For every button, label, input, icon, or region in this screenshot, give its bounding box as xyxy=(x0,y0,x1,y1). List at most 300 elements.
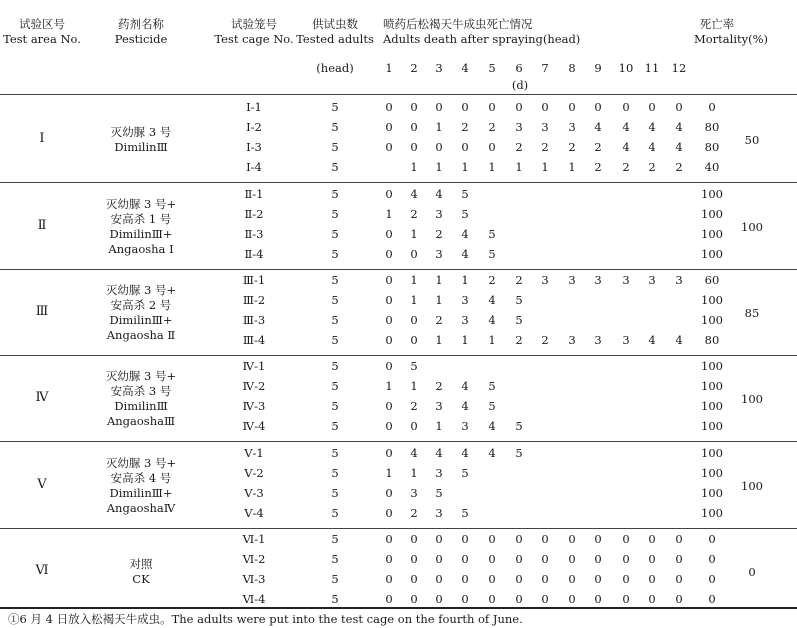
death-count: 0 xyxy=(461,532,469,546)
death-count: 2 xyxy=(648,160,656,174)
death-count: 0 xyxy=(385,247,393,261)
death-count: 0 xyxy=(622,100,630,114)
death-count: 2 xyxy=(541,333,549,347)
death-count: 3 xyxy=(648,273,656,287)
death-count: 0 xyxy=(648,592,656,606)
death-count: 5 xyxy=(488,227,496,241)
cage-number: Ⅵ-2 xyxy=(242,552,266,566)
cage-mortality: 100 xyxy=(701,486,723,500)
death-count: 0 xyxy=(410,140,418,154)
death-count: 0 xyxy=(622,592,630,606)
area-number: Ⅰ xyxy=(39,131,45,146)
cage-mortality: 100 xyxy=(701,293,723,307)
death-count: 0 xyxy=(515,532,523,546)
death-count: 4 xyxy=(622,140,630,154)
group-separator xyxy=(0,528,797,529)
header-cage-en: Test cage No. xyxy=(214,32,294,46)
death-count: 1 xyxy=(461,273,469,287)
header-area-en: Test area No. xyxy=(3,32,81,46)
tested-adults: 5 xyxy=(331,552,339,566)
death-count: 1 xyxy=(515,160,523,174)
death-count: 3 xyxy=(461,313,469,327)
death-count: 0 xyxy=(385,187,393,201)
area-number: Ⅵ xyxy=(35,563,49,578)
death-count: 2 xyxy=(435,313,443,327)
death-count: 0 xyxy=(488,140,496,154)
death-count: 2 xyxy=(435,379,443,393)
death-count: 5 xyxy=(488,379,496,393)
day-header: 11 xyxy=(644,61,660,75)
death-count: 1 xyxy=(435,160,443,174)
day-header: 12 xyxy=(671,61,687,75)
death-count: 4 xyxy=(410,187,418,201)
death-count: 4 xyxy=(461,446,469,460)
death-count: 1 xyxy=(461,160,469,174)
death-count: 0 xyxy=(410,100,418,114)
tested-adults: 5 xyxy=(331,532,339,546)
cage-mortality: 100 xyxy=(701,379,723,393)
death-count: 1 xyxy=(488,160,496,174)
cage-number: Ⅵ-1 xyxy=(242,532,266,546)
death-count: 3 xyxy=(515,120,523,134)
pesticide-name: Angaosha Ⅱ xyxy=(106,328,176,342)
death-count: 0 xyxy=(410,419,418,433)
area-number: Ⅲ xyxy=(35,304,49,319)
tested-adults: 5 xyxy=(331,399,339,413)
death-count: 3 xyxy=(622,333,630,347)
pesticide-name: DimilinⅢ+ xyxy=(109,313,173,327)
cage-number: Ⅱ-3 xyxy=(244,227,264,241)
pesticide-name: CK xyxy=(132,572,150,586)
header-death-cn: 喷药后松褐天牛成虫死亡情况 xyxy=(383,17,533,31)
day-header: 7 xyxy=(541,61,549,75)
death-count: 0 xyxy=(648,572,656,586)
cage-number: Ⅰ-1 xyxy=(246,100,262,114)
tested-adults: 5 xyxy=(331,506,339,520)
cage-mortality: 0 xyxy=(708,592,716,606)
cage-number: Ⅰ-2 xyxy=(246,120,262,134)
cage-mortality: 100 xyxy=(701,207,723,221)
death-count: 4 xyxy=(648,333,656,347)
death-count: 4 xyxy=(461,227,469,241)
pesticide-name: 灭幼脲 3 号 xyxy=(110,125,172,139)
death-count: 4 xyxy=(435,187,443,201)
pesticide-name: 灭幼脲 3 号+ xyxy=(105,456,177,470)
cage-mortality: 0 xyxy=(708,572,716,586)
header-rule xyxy=(0,94,797,95)
death-count: 0 xyxy=(410,120,418,134)
death-count: 0 xyxy=(622,572,630,586)
tested-adults: 5 xyxy=(331,313,339,327)
death-count: 4 xyxy=(488,313,496,327)
death-count: 0 xyxy=(385,552,393,566)
death-count: 2 xyxy=(515,333,523,347)
death-count: 0 xyxy=(675,572,683,586)
header-cage-cn: 试验笼号 xyxy=(231,17,277,31)
death-count: 3 xyxy=(568,333,576,347)
death-count: 1 xyxy=(488,333,496,347)
death-count: 0 xyxy=(568,572,576,586)
header-adults-cn: 供试虫数 xyxy=(312,17,358,31)
death-count: 5 xyxy=(461,466,469,480)
death-count: 1 xyxy=(410,293,418,307)
cage-number: Ⅳ-3 xyxy=(242,399,266,413)
tested-adults: 5 xyxy=(331,592,339,606)
death-count: 0 xyxy=(515,592,523,606)
cage-mortality: 100 xyxy=(701,399,723,413)
cage-mortality: 100 xyxy=(701,313,723,327)
cage-mortality: 100 xyxy=(701,187,723,201)
header-day-unit: (d) xyxy=(511,78,529,92)
death-count: 0 xyxy=(488,532,496,546)
death-count: 4 xyxy=(648,120,656,134)
death-count: 0 xyxy=(385,313,393,327)
death-count: 0 xyxy=(622,532,630,546)
day-header: 3 xyxy=(435,61,443,75)
cage-number: Ⅱ-1 xyxy=(244,187,264,201)
cage-number: Ⅴ-3 xyxy=(244,486,264,500)
death-count: 0 xyxy=(435,140,443,154)
death-count: 3 xyxy=(541,273,549,287)
death-count: 2 xyxy=(461,120,469,134)
death-count: 1 xyxy=(385,207,393,221)
death-count: 3 xyxy=(594,333,602,347)
cage-number: Ⅰ-4 xyxy=(246,160,262,174)
pesticide-name: 安高杀 3 号 xyxy=(110,384,172,398)
death-count: 2 xyxy=(515,273,523,287)
death-count: 0 xyxy=(622,552,630,566)
death-count: 4 xyxy=(675,333,683,347)
death-count: 3 xyxy=(622,273,630,287)
death-count: 4 xyxy=(488,446,496,460)
pesticide-name: AngaoshaⅣ xyxy=(106,501,176,515)
death-count: 0 xyxy=(568,552,576,566)
header-pesticide-cn: 药剂名称 xyxy=(118,17,164,31)
death-count: 0 xyxy=(541,552,549,566)
cage-number: Ⅳ-2 xyxy=(242,379,266,393)
death-count: 2 xyxy=(515,140,523,154)
death-count: 3 xyxy=(541,120,549,134)
group-mortality: 85 xyxy=(744,306,760,320)
death-count: 4 xyxy=(488,419,496,433)
death-count: 0 xyxy=(385,532,393,546)
death-count: 0 xyxy=(594,572,602,586)
day-header: 10 xyxy=(618,61,634,75)
cage-mortality: 100 xyxy=(701,506,723,520)
death-count: 0 xyxy=(410,247,418,261)
death-count: 5 xyxy=(435,486,443,500)
cage-number: Ⅴ-1 xyxy=(244,446,264,460)
death-count: 0 xyxy=(385,486,393,500)
death-count: 0 xyxy=(541,572,549,586)
day-header: 4 xyxy=(461,61,469,75)
death-count: 0 xyxy=(541,100,549,114)
tested-adults: 5 xyxy=(331,333,339,347)
death-count: 5 xyxy=(515,446,523,460)
tested-adults: 5 xyxy=(331,160,339,174)
death-count: 0 xyxy=(488,592,496,606)
cage-mortality: 40 xyxy=(704,160,720,174)
cage-mortality: 0 xyxy=(708,532,716,546)
footnote: ①6 月 4 日放入松褐天牛成虫。The adults were put into the test cage on the fourth of June. xyxy=(8,612,523,626)
death-count: 2 xyxy=(541,140,549,154)
death-count: 0 xyxy=(568,532,576,546)
death-count: 0 xyxy=(648,100,656,114)
death-count: 3 xyxy=(594,273,602,287)
header-pesticide-en: Pesticide xyxy=(114,32,168,46)
tested-adults: 5 xyxy=(331,120,339,134)
pesticide-name: DimilinⅢ+ xyxy=(109,227,173,241)
day-header: 9 xyxy=(594,61,602,75)
bottom-rule xyxy=(0,607,797,609)
pesticide-name: AngaoshaⅢ xyxy=(106,414,176,428)
death-count: 5 xyxy=(461,207,469,221)
group-mortality: 100 xyxy=(741,479,763,493)
day-header: 5 xyxy=(488,61,496,75)
death-count: 4 xyxy=(675,120,683,134)
death-count: 2 xyxy=(675,160,683,174)
death-count: 0 xyxy=(594,532,602,546)
pesticide-name: 灭幼脲 3 号+ xyxy=(105,369,177,383)
death-count: 4 xyxy=(488,293,496,307)
header-area-cn: 试验区号 xyxy=(19,17,65,31)
death-count: 1 xyxy=(435,120,443,134)
death-count: 3 xyxy=(461,419,469,433)
death-count: 3 xyxy=(435,207,443,221)
death-count: 1 xyxy=(435,419,443,433)
header-adults-en: Tested adults xyxy=(296,32,374,46)
pesticide-name: DimilinⅢ+ xyxy=(109,486,173,500)
cage-number: Ⅰ-3 xyxy=(246,140,262,154)
death-count: 5 xyxy=(515,293,523,307)
death-count: 5 xyxy=(461,506,469,520)
death-count: 0 xyxy=(385,399,393,413)
death-count: 5 xyxy=(515,313,523,327)
death-count: 3 xyxy=(435,466,443,480)
tested-adults: 5 xyxy=(331,572,339,586)
group-mortality: 100 xyxy=(741,220,763,234)
death-count: 0 xyxy=(488,552,496,566)
death-count: 0 xyxy=(435,532,443,546)
header-adults-unit: (head) xyxy=(316,61,354,75)
tested-adults: 5 xyxy=(331,247,339,261)
tested-adults: 5 xyxy=(331,446,339,460)
death-count: 0 xyxy=(461,100,469,114)
cage-number: Ⅲ-4 xyxy=(242,333,266,347)
tested-adults: 5 xyxy=(331,359,339,373)
day-header: 8 xyxy=(568,61,576,75)
death-count: 0 xyxy=(385,359,393,373)
death-count: 4 xyxy=(622,120,630,134)
death-count: 0 xyxy=(385,446,393,460)
pesticide-name: DimilinⅢ xyxy=(114,140,168,154)
cage-mortality: 0 xyxy=(708,100,716,114)
death-count: 0 xyxy=(675,532,683,546)
death-count: 0 xyxy=(461,572,469,586)
cage-mortality: 80 xyxy=(704,120,720,134)
death-count: 0 xyxy=(541,532,549,546)
death-count: 0 xyxy=(385,572,393,586)
death-count: 0 xyxy=(410,592,418,606)
death-count: 4 xyxy=(594,120,602,134)
tested-adults: 5 xyxy=(331,486,339,500)
death-count: 0 xyxy=(515,552,523,566)
death-count: 0 xyxy=(385,227,393,241)
death-count: 4 xyxy=(435,446,443,460)
death-count: 1 xyxy=(410,273,418,287)
area-number: Ⅳ xyxy=(35,390,49,405)
death-count: 0 xyxy=(488,572,496,586)
pesticide-name: 对照 xyxy=(129,557,153,571)
header-mortality-cn: 死亡率 xyxy=(699,17,735,31)
death-count: 3 xyxy=(435,247,443,261)
death-count: 0 xyxy=(675,552,683,566)
death-count: 0 xyxy=(385,333,393,347)
pesticide-name: Angaosha Ⅰ xyxy=(108,242,174,256)
death-count: 0 xyxy=(410,313,418,327)
cage-number: Ⅴ-4 xyxy=(244,506,264,520)
death-count: 0 xyxy=(568,100,576,114)
death-count: 1 xyxy=(435,293,443,307)
death-count: 0 xyxy=(515,572,523,586)
death-count: 0 xyxy=(461,140,469,154)
death-count: 0 xyxy=(675,100,683,114)
death-count: 3 xyxy=(435,399,443,413)
tested-adults: 5 xyxy=(331,379,339,393)
pesticide-name: 灭幼脲 3 号+ xyxy=(105,283,177,297)
pesticide-name: 安高杀 1 号 xyxy=(110,212,172,226)
death-count: 0 xyxy=(461,552,469,566)
death-count: 1 xyxy=(568,160,576,174)
death-count: 0 xyxy=(385,273,393,287)
cage-mortality: 100 xyxy=(701,227,723,241)
death-count: 2 xyxy=(410,399,418,413)
cage-number: Ⅳ-1 xyxy=(242,359,266,373)
death-count: 1 xyxy=(385,466,393,480)
death-count: 5 xyxy=(410,359,418,373)
death-count: 0 xyxy=(488,100,496,114)
death-count: 1 xyxy=(410,379,418,393)
death-count: 2 xyxy=(594,140,602,154)
tested-adults: 5 xyxy=(331,293,339,307)
tested-adults: 5 xyxy=(331,419,339,433)
death-count: 1 xyxy=(435,273,443,287)
cage-number: Ⅲ-1 xyxy=(242,273,266,287)
death-count: 5 xyxy=(488,247,496,261)
death-count: 0 xyxy=(594,592,602,606)
death-count: 3 xyxy=(568,273,576,287)
death-count: 0 xyxy=(541,592,549,606)
death-count: 2 xyxy=(410,207,418,221)
group-separator xyxy=(0,182,797,183)
death-count: 0 xyxy=(410,333,418,347)
death-count: 0 xyxy=(568,592,576,606)
death-count: 4 xyxy=(461,399,469,413)
death-count: 0 xyxy=(648,552,656,566)
death-count: 5 xyxy=(461,187,469,201)
death-count: 3 xyxy=(410,486,418,500)
cage-mortality: 80 xyxy=(704,140,720,154)
death-count: 3 xyxy=(461,293,469,307)
death-count: 0 xyxy=(410,552,418,566)
death-count: 0 xyxy=(435,592,443,606)
group-separator xyxy=(0,355,797,356)
group-separator xyxy=(0,269,797,270)
death-count: 0 xyxy=(385,120,393,134)
tested-adults: 5 xyxy=(331,207,339,221)
tested-adults: 5 xyxy=(331,140,339,154)
group-mortality: 100 xyxy=(741,392,763,406)
day-header: 6 xyxy=(515,61,523,75)
death-count: 1 xyxy=(410,160,418,174)
death-count: 3 xyxy=(568,120,576,134)
cage-number: Ⅵ-3 xyxy=(242,572,266,586)
death-count: 2 xyxy=(410,506,418,520)
tested-adults: 5 xyxy=(331,273,339,287)
tested-adults: 5 xyxy=(331,100,339,114)
death-count: 3 xyxy=(675,273,683,287)
area-number: Ⅱ xyxy=(37,218,47,233)
death-count: 3 xyxy=(435,506,443,520)
death-count: 0 xyxy=(385,100,393,114)
death-count: 5 xyxy=(515,419,523,433)
death-count: 2 xyxy=(622,160,630,174)
day-header: 1 xyxy=(385,61,393,75)
death-count: 0 xyxy=(435,552,443,566)
cage-number: Ⅵ-4 xyxy=(242,592,266,606)
cage-mortality: 100 xyxy=(701,446,723,460)
cage-mortality: 100 xyxy=(701,466,723,480)
cage-mortality: 80 xyxy=(704,333,720,347)
death-count: 0 xyxy=(385,140,393,154)
death-count: 4 xyxy=(461,247,469,261)
cage-mortality: 100 xyxy=(701,419,723,433)
death-count: 0 xyxy=(385,293,393,307)
death-count: 2 xyxy=(488,120,496,134)
pesticide-name: 安高杀 4 号 xyxy=(110,471,172,485)
pesticide-name: 灭幼脲 3 号+ xyxy=(105,197,177,211)
tested-adults: 5 xyxy=(331,187,339,201)
death-count: 4 xyxy=(648,140,656,154)
area-number: Ⅴ xyxy=(37,477,47,492)
cage-number: Ⅱ-4 xyxy=(244,247,264,261)
death-count: 1 xyxy=(410,227,418,241)
death-count: 4 xyxy=(410,446,418,460)
cage-mortality: 0 xyxy=(708,552,716,566)
death-count: 0 xyxy=(594,552,602,566)
header-death-en: Adults death after spraying(head) xyxy=(383,32,581,46)
death-count: 0 xyxy=(461,592,469,606)
tested-adults: 5 xyxy=(331,466,339,480)
death-count: 1 xyxy=(385,379,393,393)
death-count: 2 xyxy=(435,227,443,241)
death-count: 0 xyxy=(385,419,393,433)
cage-mortality: 60 xyxy=(704,273,720,287)
cage-mortality: 100 xyxy=(701,359,723,373)
death-count: 1 xyxy=(435,333,443,347)
death-count: 2 xyxy=(594,160,602,174)
group-separator xyxy=(0,441,797,442)
cage-number: Ⅳ-4 xyxy=(242,419,266,433)
death-count: 2 xyxy=(568,140,576,154)
death-count: 1 xyxy=(541,160,549,174)
death-count: 0 xyxy=(594,100,602,114)
cage-number: Ⅴ-2 xyxy=(244,466,264,480)
death-count: 0 xyxy=(385,592,393,606)
group-mortality: 50 xyxy=(744,133,760,147)
death-count: 2 xyxy=(488,273,496,287)
death-count: 0 xyxy=(648,532,656,546)
